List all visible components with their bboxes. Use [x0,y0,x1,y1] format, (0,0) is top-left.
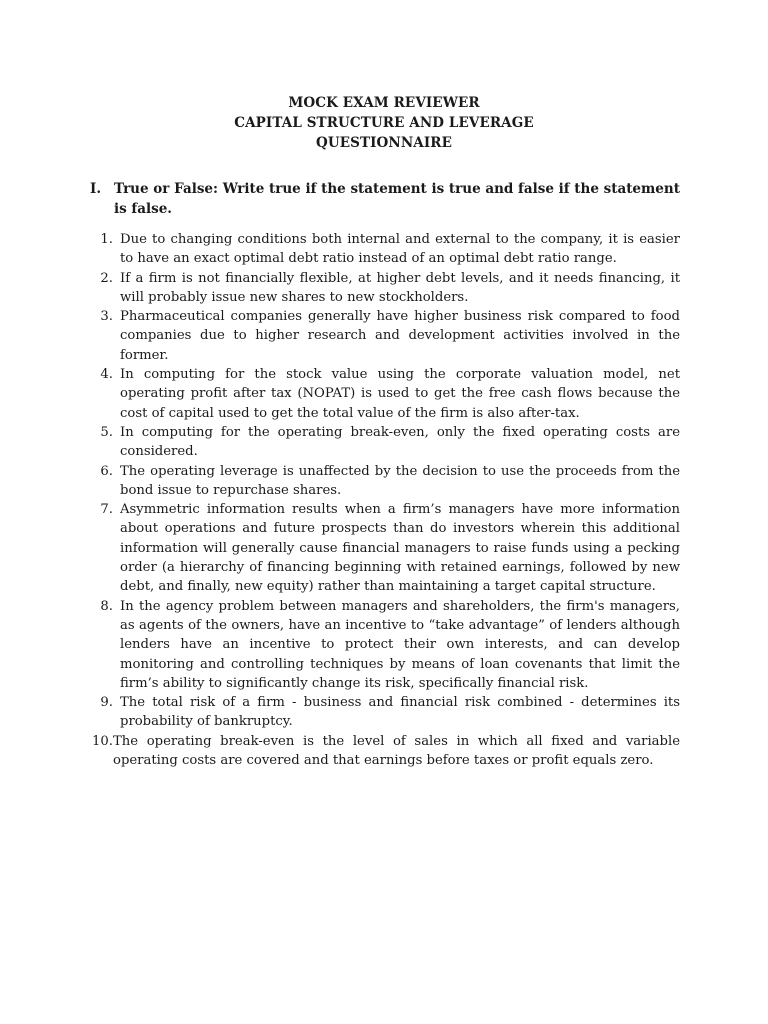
title-line-3: QUESTIONNAIRE [316,135,452,151]
question-number: 9. [100,695,113,711]
question-item-7 [90,500,680,596]
section-true-or-false [90,179,680,770]
question-item-9 [90,693,680,732]
question-text: The operating break-even is the level of sales in which all fixed and variable operating costs are covered and that earnings before taxes or profit equals zero. [113,733,680,769]
question-item-3 [90,307,680,365]
question-text: The operating leverage is unaffected by the decision to use the proceeds from the bond issue to repurchase shares. [120,463,680,498]
question-text: In the agency problem between managers and shareholders, the firm's managers, as agents of the owners, have an incentive to “take advantage” of lenders although lenders have an incentive to protect their own interests, and can develop monitoring and controlling techniques by means of loan covenants that limit the firm’s ability to significantly change its risk, specifically financial risk. [120,598,680,691]
question-item-4 [90,365,680,423]
section-numeral: I. [90,181,102,197]
question-number: 5. [100,424,113,440]
document-title [0,93,768,153]
question-text: If a firm is not financially flexible, at higher debt levels, and it needs financing, it will probably issue new shares to new stockholders. [120,270,680,305]
question-number: 4. [100,367,113,383]
question-item-1 [90,230,680,269]
section-heading [90,179,680,219]
question-item-10 [90,732,680,771]
question-list [90,230,680,770]
question-number: 6. [100,463,113,479]
question-number: 7. [100,502,113,518]
question-text: The total risk of a firm - business and financial risk combined - determines its probability of bankruptcy. [120,695,680,730]
question-number: 3. [100,309,113,325]
question-item-2 [90,269,680,308]
question-text: Asymmetric information results when a firm’s managers have more information about operations and future prospects than do investors wherein this additional information will generally cause financial managers to raise funds using a pecking order (a hierarchy of financing beginning with retained earnings, followed by new debt, and finally, new equity) rather than maintaining a target capital structure. [120,502,680,595]
section-heading-text: True or False: Write true if the statement is true and false if the statement is false. [114,181,680,217]
question-text: In computing for the operating break-even, only the fixed operating costs are considered. [120,424,680,460]
question-item-8 [90,597,680,693]
title-line-2: CAPITAL STRUCTURE AND LEVERAGE [234,115,534,131]
question-number: 8. [100,598,113,614]
question-item-5 [90,423,680,462]
question-text: In computing for the stock value using the corporate valuation model, net operating profit after tax (NOPAT) is used to get the free cash flows because the cost of capital used to get the total value of the firm is also after-tax. [120,367,680,421]
question-item-6 [90,462,680,501]
question-number: 2. [100,270,113,286]
title-line-1: MOCK EXAM REVIEWER [288,95,480,111]
question-text: Pharmaceutical companies generally have higher business risk compared to food companies due to higher research and development activities involved in the former. [120,309,680,363]
question-number: 1. [100,232,113,247]
question-number: 10. [92,733,113,749]
question-text: Due to changing conditions both internal and external to the company, it is easier to have an exact optimal debt ratio instead of an optimal debt ratio range. [120,232,680,267]
